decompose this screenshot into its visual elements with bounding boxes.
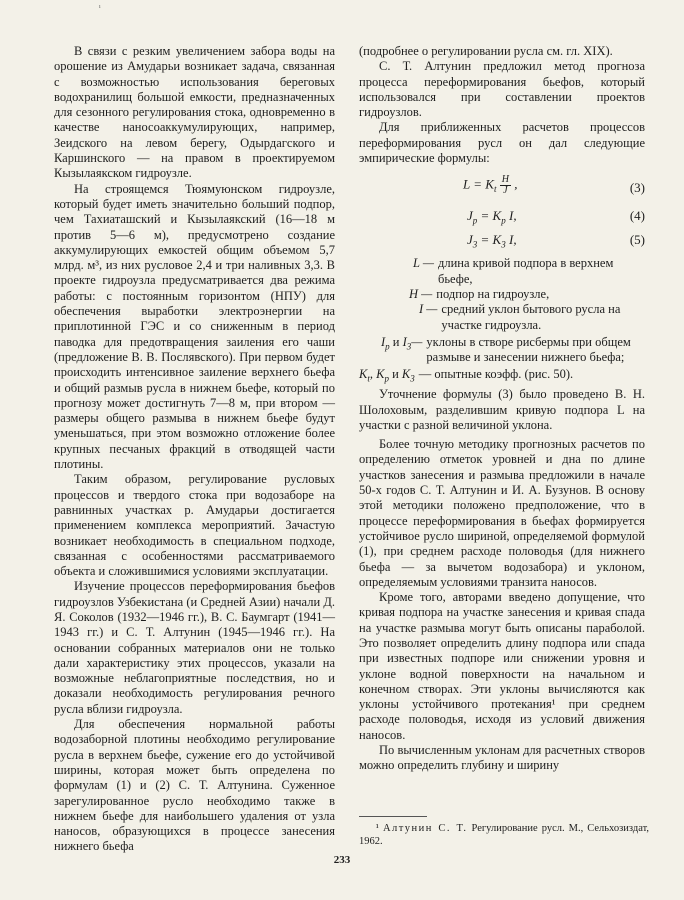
paragraph: На строящемся Тюямуюнском гидроузле, который будет иметь значительно больший подпор, чем Тахиаташский и Кызылаякский (16—18 м против 5—6 м), предусмотрено создание аккумулирующих емкостей общим объемом 5,7 млрд. м³, из них русловое 2,4 и три наливных 3,3. В проекте гидроузла предусматривается два режима работы: с постоянным горизонтом (НПУ) для обеспечения выработки электроэнергии на приплотинной ГЭС и со сниженным в период паводка для предотвращения заиления его чаши (предложение В. В. Послявского). При первом будет происходить интенсивное заиление верхнего бьефа и общий размыв русла в нижнем бьефе, который по прогнозу может достигнуть 7—8 м, при втором — размеры общего размыва в нижнем бьефе будут уменьшаться, при этом возможно отложение более крупных песчаных фракций в отводящей части плотины. xyxy=(54,181,335,472)
footnote xyxy=(359,822,649,848)
paragraph: С. Т. Алтунин предложил метод прогноза процесса переформирования бьефов, который использовался при составлении проектов гидроузлов. xyxy=(359,59,645,120)
paragraph: Изучение процессов переформирования бьефов гидроузлов Узбекистана (и Средней Азии) начали Д. Я. Соколов (1932—1946 гг.), В. С. Баумгарт (1941—1943 гг.) и С. Т. Алтунин (1945—1946 гг.). На основании собранных материалов они не только дали характеристику этих процессов, указали на возможные неблагоприятные последствия, но и доказали необходимость регулирования речного русла вблизи гидроузла. xyxy=(54,579,335,716)
footnote-text: Регулирование русл. М., Сельхозиздат, 1962. xyxy=(359,823,650,847)
legend-text: длина кривой подпора в верхнем бьефе, xyxy=(437,256,614,286)
paragraph: В связи с резким увеличением забора воды на орошение из Амударьи возникает задача, связанная с возможностью использования береговых водохранилищ большой емкости, предназначенных для сезонного регулирования стока, одновременно в качестве наносоаккумулирующих, например, Зеидского на левом берегу, Одырдагского и Каршинского — на правом в проектируемом Кызылаякском гидроузле. xyxy=(54,44,335,181)
footnote-marker: ¹ xyxy=(375,823,379,834)
legend-text: средний уклон бытового русла на участке гидроузла. xyxy=(441,302,621,332)
paragraph: Для приближенных расчетов процессов переформирования русл он дал следующие эмпирические формулы: xyxy=(359,120,645,166)
legend-text: уклоны в створе рисбермы при общем размыве и занесении нижнего бьефа; xyxy=(426,334,631,365)
legend-symbol: I — xyxy=(419,302,438,317)
left-column xyxy=(54,44,335,855)
formula-5: $J_3 = K_3$ I, (5) xyxy=(467,232,645,250)
paragraph: Таким образом, регулирование русловых процессов и твердого стока при водозаборе на равнинных участках р. Амударьи достигается применением комплекса мероприятий. Зачастую возникает необходимость в специальном подходе, связанная с особенностями рассматриваемого объекта и сложившимися условиями эксплуатации. xyxy=(54,472,335,579)
scan-mark: ı xyxy=(99,4,101,10)
paragraph: По вычисленным уклонам для расчетных створов можно определить глубину и ширину xyxy=(359,743,645,773)
right-column xyxy=(359,44,645,774)
legend-symbol: $I_p$ и $I_3—$ xyxy=(381,334,423,352)
formula-number: (4) xyxy=(629,208,645,224)
legend-symbol: H — xyxy=(409,286,433,301)
formula-4: $J_p = K_p$ I, (4) xyxy=(467,208,645,226)
legend-symbol: $K_t$, $K_p$ и $K_3$ xyxy=(359,367,415,384)
paragraph: Для обеспечения нормальной работы водозаборной плотины необходимо регулирование русла в верхнем бьефе, сужение его до устойчивой ширины, которая может быть определена по формулам (1) и (2) С. Т. Алтунина. Суженное зарегулированное русло необходимо также в нижнем бьефе для наибольшего удаления от узла наносов, образующихся в процессе занесения нижнего бьефа xyxy=(54,717,335,854)
legend-symbol: L — xyxy=(413,256,434,271)
paragraph: Кроме того, авторами введено допущение, что кривая подпора на участке занесения и кривая спада на участке размыва могут быть описаны параболой. Это позволяет определить длину подпора или спада при известных подпоре или снижении уровня и уклоне водной поверхности на начальном и конечном створах. Эти уклоны вычисляются как уклоны устойчивого протекания¹ при среднем расходе половодья, исходя из условий движения наносов. xyxy=(359,590,645,742)
legend-text: подпор на гидроузле, xyxy=(436,286,550,301)
formula-number: (5) xyxy=(629,232,645,248)
legend-text: — опытные коэфф. (рис. 50). xyxy=(418,367,574,382)
page-number: 233 xyxy=(333,854,351,866)
formula-legend xyxy=(359,256,645,387)
paragraph: Более точную методику прогнозных расчетов по определению отметок уровней и дна по длине участков занесения и размыва предложили в начале 50-х годов С. Т. Алтунин и И. А. Бузунов. В основу этой методики положено предположение, что в процессе переформирования в бьефах формируется устойчивое русло шириной, определяемой формулой (1), при среднем расходе половодья (для нижнего бьефа — за вычетом водозабора) и уклоном, определяемым условиями транзита наносов. xyxy=(359,437,645,589)
paragraph: Уточнение формулы (3) было проведено В. Н. Шолоховым, разделившим кривую подпора L на участки с разной величиной уклона. xyxy=(359,387,645,432)
paragraph: (подробнее о регулировании русла см. гл. XIX). xyxy=(359,44,613,58)
footnote-rule xyxy=(359,816,427,817)
formula-number: (3) xyxy=(629,180,645,196)
footnote-author: Алтунин С. Т. xyxy=(382,823,468,834)
formula-3: $L = K_t$ $\frac{H}{J}$ , (3) xyxy=(463,174,645,197)
